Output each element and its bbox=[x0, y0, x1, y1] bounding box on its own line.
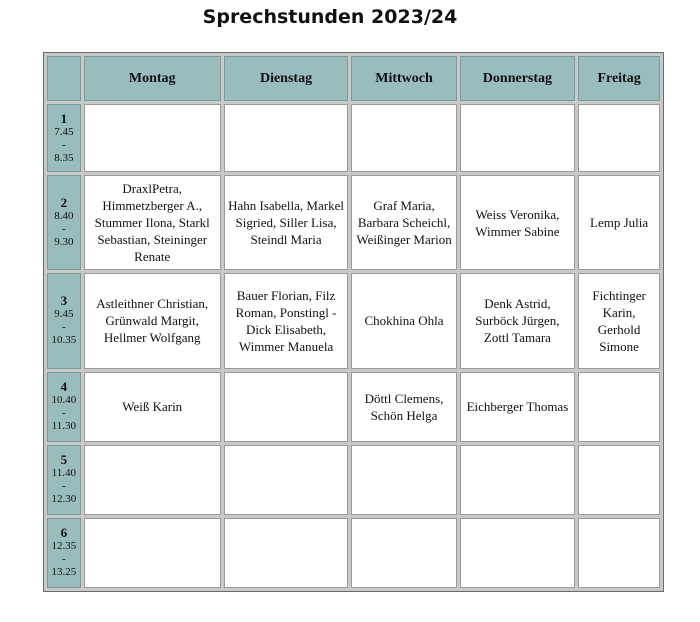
period-start-time: 7.45 bbox=[54, 125, 74, 138]
timetable-grid bbox=[43, 52, 664, 592]
slot-mittwoch: Graf Maria, Barbara Scheichl, Weißinger Marion bbox=[351, 175, 456, 270]
slot-montag: Weiß Karin bbox=[84, 372, 221, 442]
period-end-time: 12.30 bbox=[51, 493, 77, 506]
period-number: 3 bbox=[60, 293, 68, 309]
period-row bbox=[47, 445, 660, 515]
slot-dienstag bbox=[224, 104, 349, 172]
day-header-freitag: Freitag bbox=[578, 56, 660, 101]
slot-dienstag bbox=[224, 518, 349, 588]
day-header-montag: Montag bbox=[84, 56, 221, 101]
slot-freitag bbox=[578, 518, 660, 588]
slot-montag: Astleithner Christian, Grünwald Margit, Hellmer Wolfgang bbox=[84, 273, 221, 368]
period-separator: - bbox=[62, 480, 66, 493]
period-number: 5 bbox=[60, 452, 68, 468]
slot-freitag: Lemp Julia bbox=[578, 175, 660, 270]
period-row bbox=[47, 518, 660, 588]
period-row bbox=[47, 175, 660, 270]
period-cell bbox=[47, 104, 81, 172]
corner-cell bbox=[47, 56, 81, 101]
period-end-time: 9.30 bbox=[54, 236, 74, 249]
period-separator: - bbox=[62, 407, 66, 420]
slot-dienstag bbox=[224, 445, 349, 515]
slot-montag: DraxlPetra, Himmetzberger A., Stummer Ilona, Starkl Sebastian, Steininger Renate bbox=[84, 175, 221, 270]
slot-mittwoch: Döttl Clemens, Schön Helga bbox=[351, 372, 456, 442]
slot-donnerstag bbox=[460, 518, 576, 588]
slot-mittwoch bbox=[351, 518, 456, 588]
slot-montag bbox=[84, 518, 221, 588]
period-row bbox=[47, 372, 660, 442]
slot-donnerstag: Weiss Veronika, Wimmer Sabine bbox=[460, 175, 576, 270]
period-end-time: 8.35 bbox=[54, 151, 74, 164]
period-separator: - bbox=[62, 321, 66, 334]
period-separator: - bbox=[62, 553, 66, 566]
slot-donnerstag: Eichberger Thomas bbox=[460, 372, 576, 442]
period-end-time: 11.30 bbox=[51, 420, 77, 433]
period-number: 6 bbox=[60, 525, 68, 541]
period-row bbox=[47, 273, 660, 368]
slot-dienstag: Hahn Isabella, Markel Sigried, Siller Lisa, Steindl Maria bbox=[224, 175, 349, 270]
period-start-time: 10.40 bbox=[51, 394, 77, 407]
slot-donnerstag bbox=[460, 104, 576, 172]
period-start-time: 11.40 bbox=[51, 467, 77, 480]
slot-freitag bbox=[578, 104, 660, 172]
slot-mittwoch bbox=[351, 104, 456, 172]
slot-mittwoch bbox=[351, 445, 456, 515]
period-cell bbox=[47, 273, 81, 368]
page-title: Sprechstunden 2023/24 bbox=[202, 6, 458, 28]
slot-freitag bbox=[578, 372, 660, 442]
day-header-dienstag: Dienstag bbox=[224, 56, 349, 101]
slot-mittwoch: Chokhina Ohla bbox=[351, 273, 456, 368]
period-cell bbox=[47, 518, 81, 588]
period-number: 4 bbox=[60, 379, 68, 395]
slot-freitag bbox=[578, 445, 660, 515]
period-separator: - bbox=[62, 223, 66, 236]
period-separator: - bbox=[62, 138, 66, 151]
period-cell bbox=[47, 175, 81, 270]
timetable bbox=[43, 52, 664, 592]
period-number: 1 bbox=[60, 110, 68, 126]
slot-donnerstag: Denk Astrid, Surböck Jürgen, Zottl Tamara bbox=[460, 273, 576, 368]
period-cell bbox=[47, 445, 81, 515]
day-header-mittwoch: Mittwoch bbox=[351, 56, 456, 101]
slot-donnerstag bbox=[460, 445, 576, 515]
period-end-time: 13.25 bbox=[51, 566, 77, 579]
header-row bbox=[47, 56, 660, 101]
period-end-time: 10.35 bbox=[51, 334, 77, 347]
day-header-donnerstag: Donnerstag bbox=[460, 56, 576, 101]
period-start-time: 12.35 bbox=[51, 540, 77, 553]
period-number: 2 bbox=[60, 195, 68, 211]
period-start-time: 9.45 bbox=[54, 308, 74, 321]
slot-dienstag: Bauer Florian, Filz Roman, Ponstingl -Dick Elisabeth, Wimmer Manuela bbox=[224, 273, 349, 368]
slot-montag bbox=[84, 445, 221, 515]
period-start-time: 8.40 bbox=[54, 210, 74, 223]
slot-freitag: Fichtinger Karin, Gerhold Simone bbox=[578, 273, 660, 368]
period-cell bbox=[47, 372, 81, 442]
slot-montag bbox=[84, 104, 221, 172]
period-row bbox=[47, 104, 660, 172]
slot-dienstag bbox=[224, 372, 349, 442]
